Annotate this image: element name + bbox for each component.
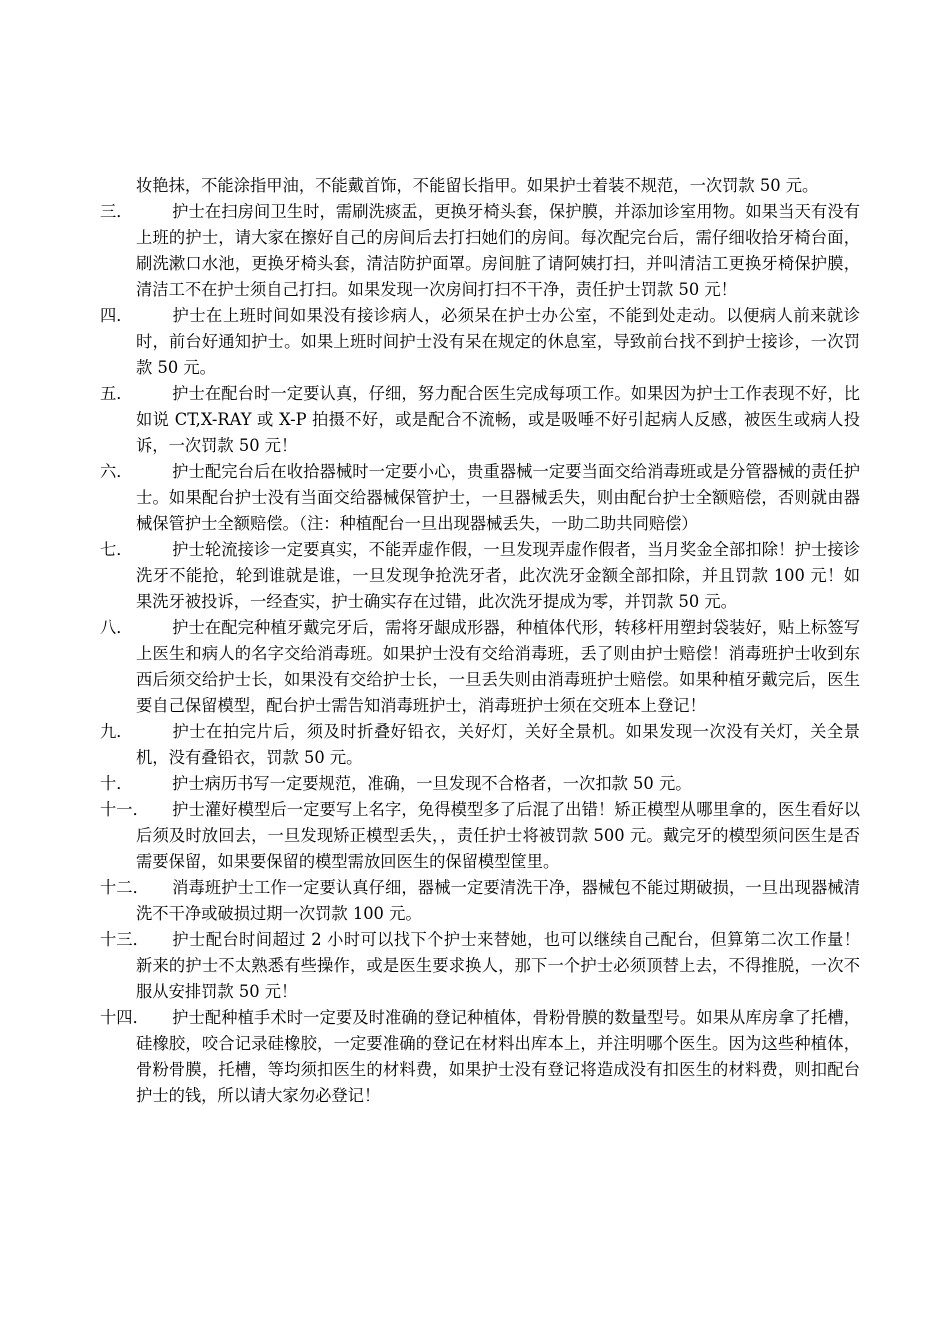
rule-item-13: [100, 927, 860, 1005]
rule-text: 护士灌好模型后一定要写上名字，免得模型多了后混了出错！矫正模型从哪里拿的，医生看好以后须及时放回去，一旦发现矫正模型丢失，，责任护士将被罚款 500 元。戴完牙的模型须问医生是否需要保留，如果要保留的模型需放回医生的保留模型筐里。: [136, 800, 860, 871]
rule-item-11: [100, 797, 860, 875]
rule-number: 十．: [100, 774, 133, 793]
rule-text: 护士配完台后在收拾器械时一定要小心，贵重器械一定要当面交给消毒班或是分管器械的责任护士。如果配台护士没有当面交给器械保管护士，一旦器械丢失，则由配台护士全额赔偿，否则就由器械保管护士全额赔偿。（注：种植配台一旦出现器械丢失，一助二助共同赔偿）: [136, 462, 860, 533]
document-body: [100, 173, 860, 1109]
rule-number: 十四．: [100, 1008, 149, 1027]
rule-number: 六．: [100, 462, 133, 481]
rule-item-12: [100, 875, 860, 927]
rule-text: 护士轮流接诊一定要真实，不能弄虚作假，一旦发现弄虚作假者，当月奖金全部扣除！护士接诊洗牙不能抢，轮到谁就是谁，一旦发现争抢洗牙者，此次洗牙金额全部扣除，并且罚款 100 元！如果洗牙被投诉，一经查实，护士确实存在过错，此次洗牙提成为零，并罚款 50 元。: [136, 540, 860, 611]
rule-item-9: [100, 719, 860, 771]
rule-item-8: [100, 615, 860, 719]
rule-number: 十二．: [100, 878, 149, 897]
rule-number: 三．: [100, 202, 133, 221]
rule-text: 护士配种植手术时一定要及时准确的登记种植体，骨粉骨膜的数量型号。如果从库房拿了托槽，硅橡胶，咬合记录硅橡胶，一定要准确的登记在材料出库本上，并注明哪个医生。因为这些种植体，骨粉骨膜，托槽，等均须扣医生的材料费，如果护士没有登记将造成没有扣医生的材料费，则扣配台护士的钱，所以请大家勿必登记！: [136, 1008, 860, 1105]
rule-text: 护士在扫房间卫生时，需刷洗痰盂，更换牙椅头套，保护膜，并添加诊室用物。如果当天有没有上班的护士，请大家在擦好自己的房间后去打扫她们的房间。每次配完台后，需仔细收拾牙椅台面，刷洗漱口水池，更换牙椅头套，清洁防护面罩。房间脏了请阿姨打扫，并叫清洁工更换牙椅保护膜，清洁工不在护士须自己打扫。如果发现一次房间打扫不干净，责任护士罚款 50 元！: [136, 202, 860, 299]
rule-text: 护士病历书写一定要规范，准确，一旦发现不合格者，一次扣款 50 元。: [172, 774, 692, 793]
rule-text: 护士在上班时间如果没有接诊病人，必须呆在护士办公室，不能到处走动。以便病人前来就诊时，前台好通知护士。如果上班时间护士没有呆在规定的休息室，导致前台找不到护士接诊，一次罚款 50 元。: [136, 306, 860, 377]
rule-number: 十三．: [100, 930, 149, 949]
rule-number: 七．: [100, 540, 133, 559]
rule-item-7: [100, 537, 860, 615]
rule-number: 八．: [100, 618, 133, 637]
rule-text: 护士在配完种植牙戴完牙后，需将牙龈成形器，种植体代形，转移杆用塑封袋装好，贴上标签写上医生和病人的名字交给消毒班。如果护士没有交给消毒班，丢了则由护士赔偿！消毒班护士收到东西后须交给护士长，如果没有交给护士长，一旦丢失则由消毒班护士赔偿。如果种植牙戴完后，医生要自己保留模型，配台护士需告知消毒班护士，消毒班护士须在交班本上登记！: [136, 618, 860, 715]
rule-item-3: [100, 199, 860, 303]
rule-text: 护士在配台时一定要认真，仔细，努力配合医生完成每项工作。如果因为护士工作表现不好，比如说 CT,X-RAY 或 X-P 拍摄不好，或是配合不流畅，或是吸唾不好引起病人反感，被医生或病人投诉，一次罚款 50 元！: [136, 384, 860, 455]
intro-text: 妆艳抹，不能涂指甲油，不能戴首饰，不能留长指甲。如果护士着装不规范，一次罚款 50 元。: [136, 176, 819, 195]
rule-number: 四．: [100, 306, 133, 325]
rule-number: 十一．: [100, 800, 149, 819]
rule-number: 五．: [100, 384, 133, 403]
rule-item-5: [100, 381, 860, 459]
rule-text: 护士配台时间超过 2 小时可以找下个护士来替她，也可以继续自己配台，但算第二次工作量！新来的护士不太熟悉有些操作，或是医生要求换人，那下一个护士必须顶替上去，不得推脱，一次不服从安排罚款 50 元！: [136, 930, 860, 1001]
rule-text: 护士在拍完片后，须及时折叠好铅衣，关好灯，关好全景机。如果发现一次没有关灯，关全景机，没有叠铅衣，罚款 50 元。: [136, 722, 860, 767]
rule-item-4: [100, 303, 860, 381]
rule-item-10: [100, 771, 860, 797]
rule-text: 消毒班护士工作一定要认真仔细，器械一定要清洗干净，器械包不能过期破损，一旦出现器械清洗不干净或破损过期一次罚款 100 元。: [136, 878, 860, 923]
rule-item-14: [100, 1005, 860, 1109]
intro-continuation: [100, 173, 860, 199]
rule-number: 九．: [100, 722, 133, 741]
rule-item-6: [100, 459, 860, 537]
